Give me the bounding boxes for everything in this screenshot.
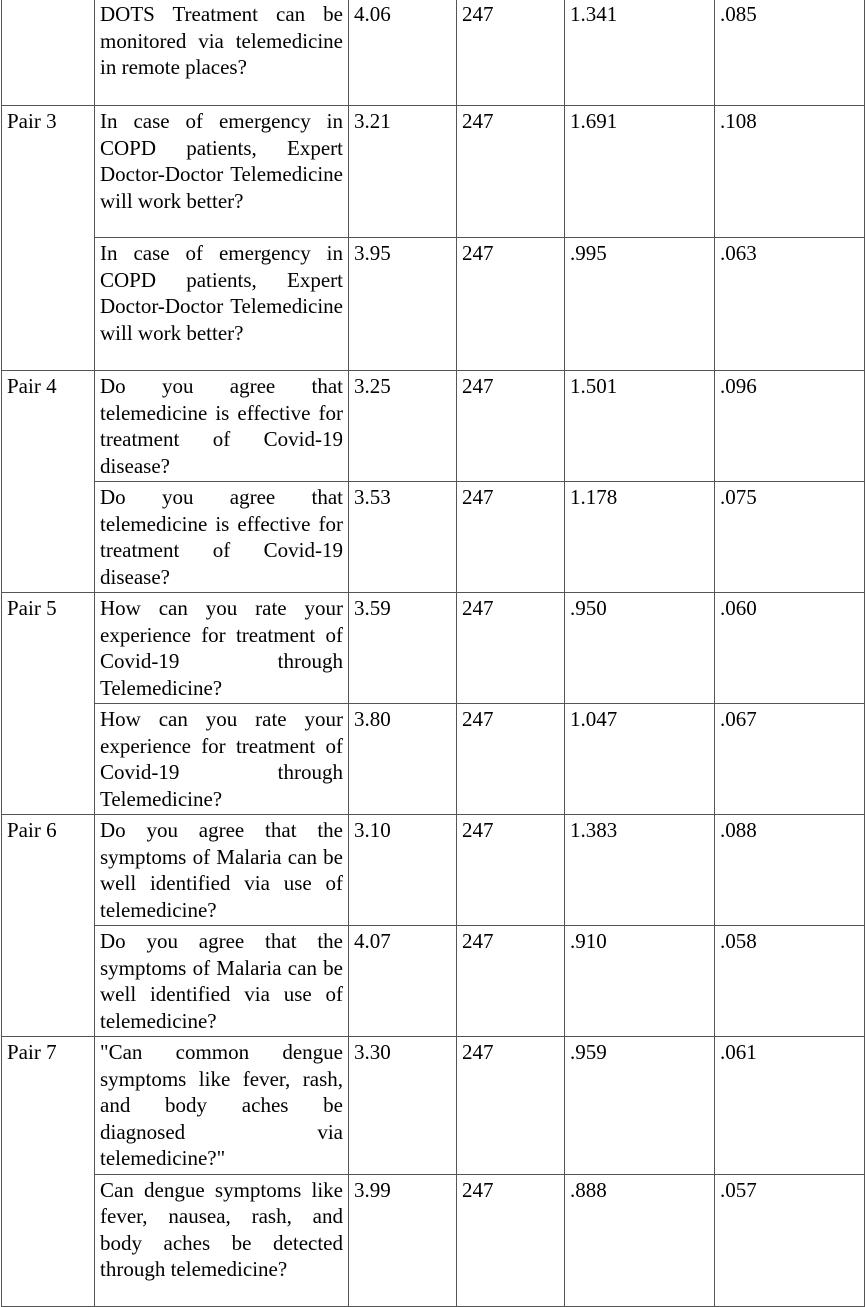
table-row <box>2 482 865 593</box>
table-row <box>2 926 865 1037</box>
pair-label: Pair 3 <box>2 106 95 371</box>
std-error-mean-cell: .075 <box>715 482 865 593</box>
n-cell: 247 <box>457 106 565 238</box>
mean-cell: 4.07 <box>349 926 457 1037</box>
question-cell: Do you agree that the symptoms of Malaria can be well identified via use of telemedicine? <box>95 815 349 926</box>
mean-cell: 3.95 <box>349 238 457 371</box>
std-error-mean-cell: .058 <box>715 926 865 1037</box>
std-error-mean-cell: .057 <box>715 1174 865 1306</box>
question-cell: "Can common dengue symptoms like fever, rash, and body aches be diagnosed via telemedicine?" <box>95 1037 349 1175</box>
question-cell: How can you rate your experience for treatment of Covid-19 through Telemedicine? <box>95 593 349 704</box>
n-cell: 247 <box>457 482 565 593</box>
table-row <box>2 704 865 815</box>
question-cell: DOTS Treatment can be monitored via telemedicine in remote places? <box>95 0 349 106</box>
std-deviation-cell: 1.691 <box>565 106 715 238</box>
std-deviation-cell: .910 <box>565 926 715 1037</box>
mean-cell: 3.25 <box>349 371 457 482</box>
question-cell: Do you agree that telemedicine is effective for treatment of Covid-19 disease? <box>95 482 349 593</box>
question-cell: In case of emergency in COPD patients, Expert Doctor-Doctor Telemedicine will work better? <box>95 238 349 371</box>
mean-cell: 4.06 <box>349 0 457 106</box>
pair-label <box>2 0 95 106</box>
std-deviation-cell: 1.047 <box>565 704 715 815</box>
std-error-mean-cell: .063 <box>715 238 865 371</box>
pair-label: Pair 4 <box>2 371 95 593</box>
std-deviation-cell: 1.383 <box>565 815 715 926</box>
question-cell: Do you agree that telemedicine is effective for treatment of Covid-19 disease? <box>95 371 349 482</box>
mean-cell: 3.59 <box>349 593 457 704</box>
std-error-mean-cell: .060 <box>715 593 865 704</box>
table-row <box>2 593 865 704</box>
n-cell: 247 <box>457 926 565 1037</box>
table-row <box>2 371 865 482</box>
std-deviation-cell: .950 <box>565 593 715 704</box>
n-cell: 247 <box>457 704 565 815</box>
std-error-mean-cell: .108 <box>715 106 865 238</box>
std-deviation-cell: 1.341 <box>565 0 715 106</box>
pair-label: Pair 5 <box>2 593 95 815</box>
n-cell: 247 <box>457 1174 565 1306</box>
table-row <box>2 815 865 926</box>
question-cell: In case of emergency in COPD patients, Expert Doctor-Doctor Telemedicine will work better? <box>95 106 349 238</box>
n-cell: 247 <box>457 371 565 482</box>
table-row <box>2 106 865 238</box>
n-cell: 247 <box>457 1037 565 1175</box>
n-cell: 247 <box>457 0 565 106</box>
std-error-mean-cell: .067 <box>715 704 865 815</box>
question-cell: Can dengue symptoms like fever, nausea, rash, and body aches be detected through telemedicine? <box>95 1174 349 1306</box>
std-error-mean-cell: .096 <box>715 371 865 482</box>
table-row <box>2 0 865 106</box>
std-error-mean-cell: .088 <box>715 815 865 926</box>
std-deviation-cell: .888 <box>565 1174 715 1306</box>
mean-cell: 3.53 <box>349 482 457 593</box>
mean-cell: 3.99 <box>349 1174 457 1306</box>
mean-cell: 3.21 <box>349 106 457 238</box>
std-deviation-cell: 1.501 <box>565 371 715 482</box>
mean-cell: 3.10 <box>349 815 457 926</box>
paired-samples-statistics-table <box>1 0 865 1307</box>
mean-cell: 3.80 <box>349 704 457 815</box>
std-deviation-cell: .995 <box>565 238 715 371</box>
pair-label: Pair 6 <box>2 815 95 1037</box>
std-deviation-cell: .959 <box>565 1037 715 1175</box>
table-row <box>2 1037 865 1175</box>
n-cell: 247 <box>457 238 565 371</box>
n-cell: 247 <box>457 593 565 704</box>
std-error-mean-cell: .061 <box>715 1037 865 1175</box>
std-error-mean-cell: .085 <box>715 0 865 106</box>
question-cell: How can you rate your experience for treatment of Covid-19 through Telemedicine? <box>95 704 349 815</box>
std-deviation-cell: 1.178 <box>565 482 715 593</box>
question-cell: Do you agree that the symptoms of Malaria can be well identified via use of telemedicine? <box>95 926 349 1037</box>
pair-label: Pair 7 <box>2 1037 95 1307</box>
mean-cell: 3.30 <box>349 1037 457 1175</box>
table-row <box>2 1174 865 1306</box>
n-cell: 247 <box>457 815 565 926</box>
table-row <box>2 238 865 371</box>
